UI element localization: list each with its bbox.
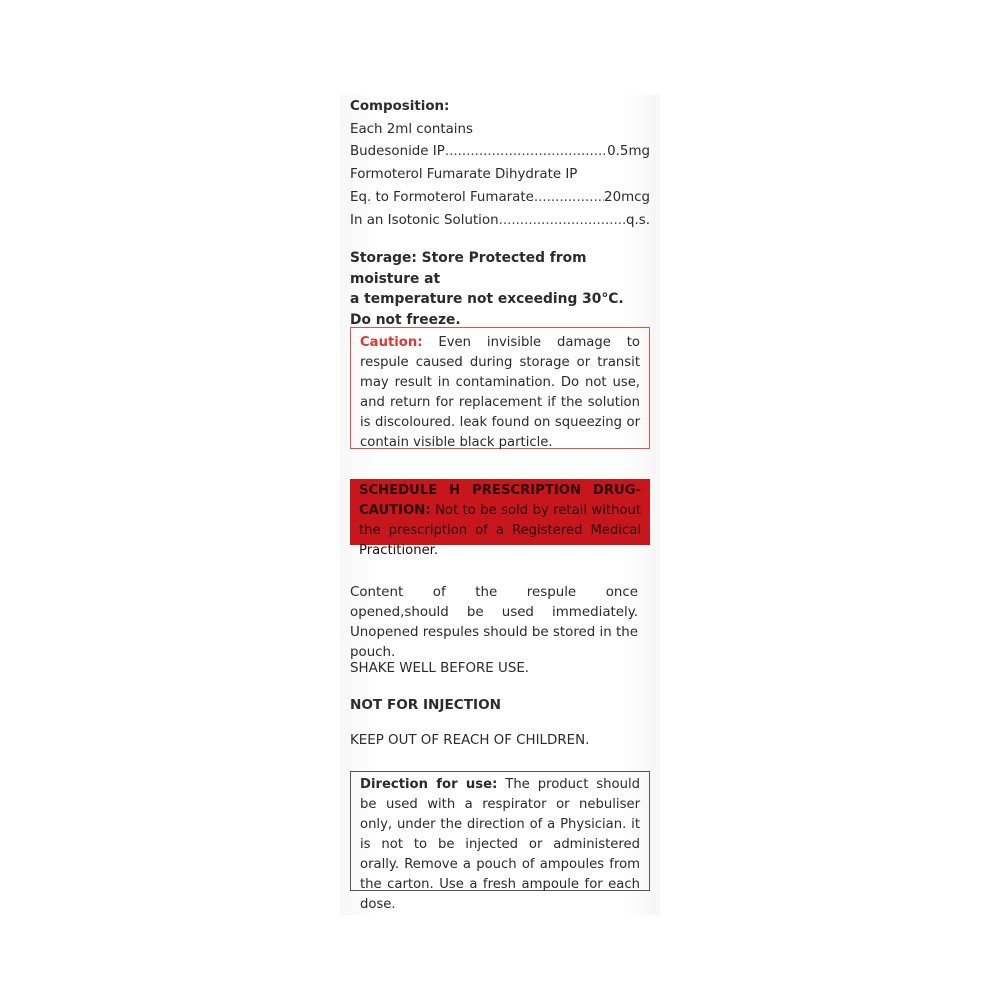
composition-heading: Composition: <box>350 99 450 114</box>
caution-text: Even invisible damage to respule caused during storage or transit may result in contamination. Do not use, and return for replacement if the solution is discoloured. leak found on squeezing or contain visible black particle. <box>360 335 640 450</box>
storage-section <box>350 248 650 330</box>
leader-dots <box>499 210 626 233</box>
ingredient-amount: q.s. <box>626 212 650 228</box>
ingredient-name: In an Isotonic Solution <box>350 212 499 228</box>
direction-box <box>350 771 650 912</box>
respule-note: Content of the respule once opened,should be used immediately. Unopened respules should be stored in the pouch. <box>350 585 638 660</box>
storage-line: Do not freeze. <box>350 311 461 328</box>
children-note: KEEP OUT OF REACH OF CHILDREN. <box>350 733 590 748</box>
direction-label: Direction for use: <box>360 777 498 792</box>
direction-text: The product should be used with a respirator or nebuliser only, under the direction of a Physician. it is not to be injected or administered orally. Remove a pouch of ampoules from the carton. Use a fresh ampoule for each dose. <box>360 777 640 912</box>
ingredient-amount: 20mcg <box>604 189 650 205</box>
schedule-title: SCHEDULE H PRESCRIPTION DRUG- <box>359 483 641 498</box>
composition-intro: Each 2ml contains <box>350 121 473 137</box>
ingredient-amount: 0.5mg <box>607 144 650 160</box>
storage-line: Storage: Store Protected from moisture at <box>350 250 587 287</box>
composition-section <box>350 96 650 232</box>
ingredient-row <box>350 141 650 164</box>
schedule-text-block <box>359 481 641 561</box>
injection-note: NOT FOR INJECTION <box>350 697 501 713</box>
shake-note: SHAKE WELL BEFORE USE. <box>350 661 530 676</box>
schedule-caution-label: CAUTION: <box>359 503 431 518</box>
schedule-h-box <box>350 479 650 558</box>
ingredient-name: Budesonide IP <box>350 144 445 160</box>
caution-box <box>350 327 650 449</box>
ingredient-name: Formoterol Fumarate Dihydrate IP <box>350 167 578 183</box>
ingredient-row <box>350 187 650 210</box>
ingredient-row <box>350 210 650 233</box>
ingredient-name: Eq. to Formoterol Fumarate <box>350 189 534 205</box>
leader-dots <box>534 187 604 210</box>
storage-line: a temperature not exceeding 30°C. <box>350 291 624 307</box>
caution-label: Caution: <box>360 335 423 350</box>
leader-dots <box>445 141 607 164</box>
schedule-text: Not to be sold by retail without the prescription of a Registered Medical Practitioner. <box>359 503 641 558</box>
